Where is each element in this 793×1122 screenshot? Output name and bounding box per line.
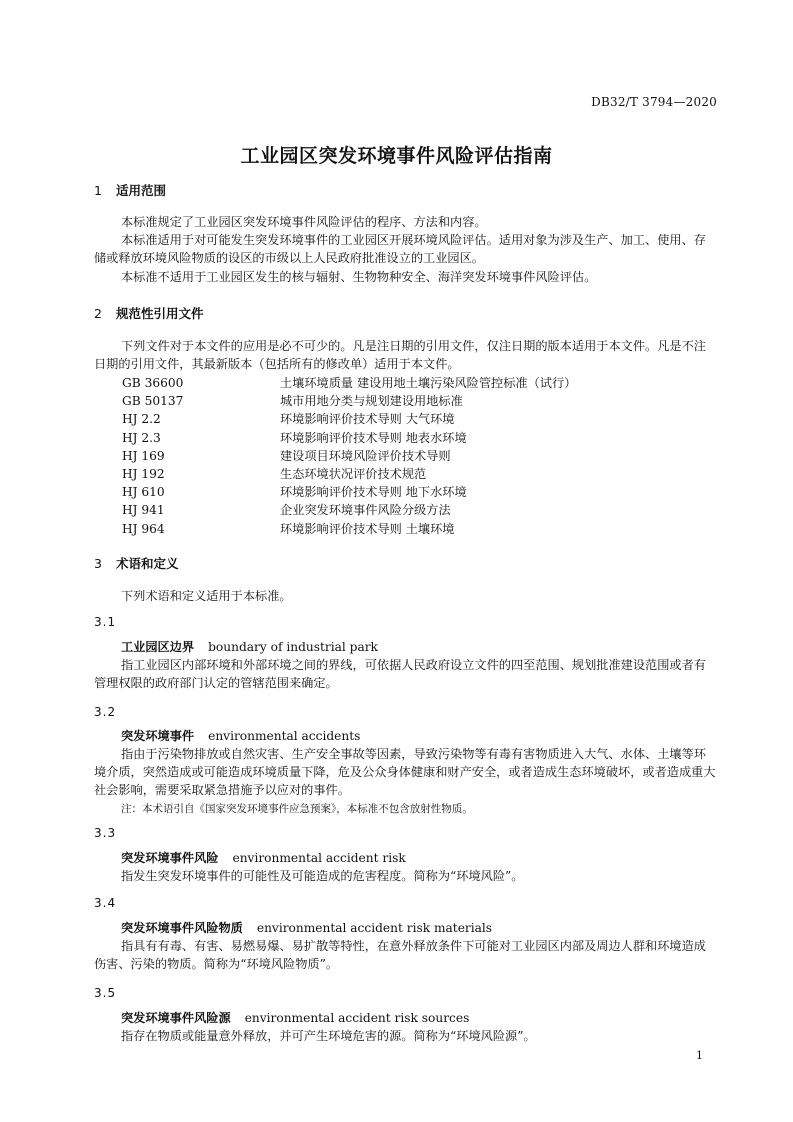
reference-code: HJ 941 xyxy=(122,503,165,518)
reference-title: 企业突发环境事件风险分级方法 xyxy=(280,503,451,518)
reference-row xyxy=(122,483,576,501)
reference-code: HJ 2.2 xyxy=(122,412,161,427)
section-1-heading xyxy=(94,181,166,199)
paragraph: 本标准规定了工业园区突发环境事件风险评估的程序、方法和内容。 xyxy=(121,215,487,229)
reference-code: HJ 192 xyxy=(122,466,165,481)
term-number: 3.2 xyxy=(94,705,117,719)
page-number: 1 xyxy=(696,1049,703,1062)
reference-code: HJ 2.3 xyxy=(122,430,161,445)
term-number: 3.4 xyxy=(94,896,117,910)
term-heading xyxy=(121,638,378,656)
reference-code: HJ 610 xyxy=(122,485,165,500)
reference-title: 土壤环境质量 建设用地土壤污染风险管控标准（试行） xyxy=(280,376,577,390)
reference-title: 环境影响评价技术导则 地下水环境 xyxy=(280,485,467,500)
term-heading xyxy=(121,727,360,745)
section-title: 术语和定义 xyxy=(116,556,179,571)
reference-code: GB 36600 xyxy=(122,376,184,390)
reference-row xyxy=(122,392,576,410)
term-definition: 指存在物质或能量意外释放，并可产生环境危害的源。简称为“环境风险源”。 xyxy=(121,1029,536,1043)
term-heading xyxy=(121,919,492,937)
section-3-heading xyxy=(94,554,179,572)
section-2-heading xyxy=(94,304,204,322)
term-chinese: 突发环境事件 xyxy=(121,729,195,743)
reference-row xyxy=(122,410,576,428)
term-definition: 指具有有毒、有害、易燃易爆、易扩散等特性，在意外释放条件下可能对工业园区内部及周边人群和环境造成伤害、污染的物质。简称为“环境风险物质”。 xyxy=(94,939,706,972)
paragraph: 本标准不适用于工业园区发生的核与辐射、生物物种安全、海洋突发环境事件风险评估。 xyxy=(121,270,597,284)
term-english: environmental accident risk xyxy=(232,851,406,865)
term-heading xyxy=(121,1009,469,1027)
reference-code: HJ 169 xyxy=(122,448,165,463)
reference-row xyxy=(122,501,576,519)
section-number: 3 xyxy=(94,556,102,571)
reference-title: 环境影响评价技术导则 土壤环境 xyxy=(280,521,455,536)
reference-title: 城市用地分类与规划建设用地标准 xyxy=(280,394,463,409)
term-note: 注：本术语引自《国家突发环境事件应急预案》，本标准不包含放射性物质。 xyxy=(121,803,473,815)
section-title: 适用范围 xyxy=(116,183,167,198)
section-number: 1 xyxy=(94,183,102,198)
reference-row xyxy=(122,520,576,538)
term-definition: 指工业园区内部环境和外部环境之间的界线，可依据人民政府设立文件的四至范围、规划批准建设范围或者有管理权限的政府部门认定的管辖范围来确定。 xyxy=(94,658,706,691)
term-heading xyxy=(121,849,406,867)
reference-row xyxy=(122,429,576,447)
term-number: 3.1 xyxy=(94,615,117,629)
term-definition: 指发生突发环境事件的可能性及可能造成的危害程度。简称为“环境风险”。 xyxy=(121,869,524,883)
term-english: environmental accident risk materials xyxy=(256,921,493,935)
paragraph: 本标准适用于对可能发生突发环境事件的工业园区开展环境风险评估。适用对象为涉及生产、加工、使用、存储或释放环境风险物质的设区的市级以上人民政府批准设立的工业园区。 xyxy=(94,233,706,266)
document-title: 工业园区突发环境事件风险评估指南 xyxy=(240,145,553,167)
section-title: 规范性引用文件 xyxy=(116,306,204,321)
reference-row xyxy=(122,447,576,465)
reference-title: 环境影响评价技术导则 地表水环境 xyxy=(280,430,467,445)
standard-code: DB32/T 3794—2020 xyxy=(591,95,717,109)
term-chinese: 工业园区边界 xyxy=(121,640,195,654)
section-number: 2 xyxy=(94,306,102,321)
term-chinese: 突发环境事件风险物质 xyxy=(121,921,243,935)
normative-references-list xyxy=(122,374,576,538)
term-english: environmental accident risk sources xyxy=(244,1011,470,1025)
paragraph: 下列术语和定义适用于本标准。 xyxy=(121,589,292,603)
reference-code: GB 50137 xyxy=(122,394,184,409)
term-number: 3.5 xyxy=(94,986,117,1000)
reference-code: HJ 964 xyxy=(122,521,165,536)
term-chinese: 突发环境事件风险 xyxy=(121,851,219,865)
reference-title: 建设项目环境风险评价技术导则 xyxy=(280,448,451,463)
term-english: environmental accidents xyxy=(208,729,361,743)
term-number: 3.3 xyxy=(94,826,117,840)
reference-row xyxy=(122,374,576,392)
reference-title: 环境影响评价技术导则 大气环境 xyxy=(280,412,455,427)
term-definition: 指由于污染物排放或自然灾害、生产安全事故等因素，导致污染物等有毒有害物质进入大气、水体、土壤等环境介质，突然造成或可能造成环境质量下降，危及公众身体健康和财产安全，或者造成生态环境破坏，或者造成重大社会影响，需要采取紧急措施予以应对的事件。 xyxy=(94,747,716,798)
term-english: boundary of industrial park xyxy=(208,640,378,654)
reference-title: 生态环境状况评价技术规范 xyxy=(280,466,427,481)
reference-row xyxy=(122,465,576,483)
paragraph: 下列文件对于本文件的应用是必不可少的。凡是注日期的引用文件，仅注日期的版本适用于本文件。凡是不注日期的引用文件，其最新版本（包括所有的修改单）适用于本文件。 xyxy=(94,339,706,372)
term-chinese: 突发环境事件风险源 xyxy=(121,1011,231,1025)
